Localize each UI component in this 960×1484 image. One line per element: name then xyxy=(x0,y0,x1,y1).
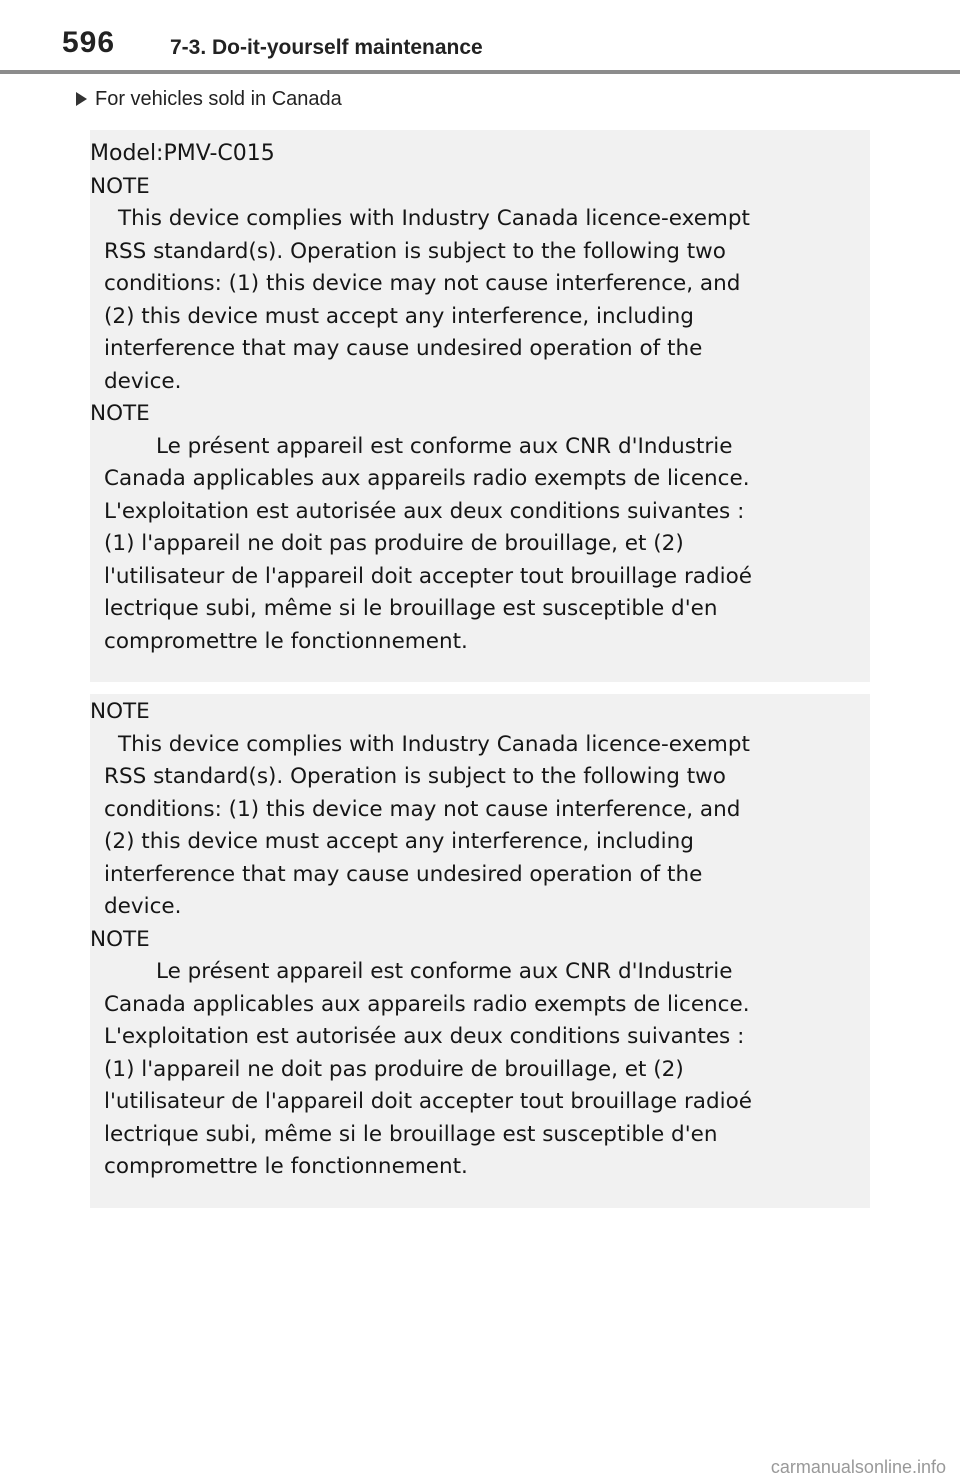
text-line: RSS standard(s). Operation is subject to the following two xyxy=(104,238,726,264)
text-line: Le présent appareil est conforme aux CNR d'Industrie xyxy=(156,433,733,459)
note-text-fr xyxy=(90,431,870,659)
note-heading-en: NOTE xyxy=(90,173,150,199)
text-line: compromettre le fonctionnement. xyxy=(104,628,468,654)
page-header xyxy=(0,0,960,76)
note-heading-fr: NOTE xyxy=(90,401,150,426)
subheading-text: For vehicles sold in Canada xyxy=(95,88,342,110)
text-line: (2) this device must accept any interference, including xyxy=(104,303,694,329)
text-line: (1) l'appareil ne doit pas produire de brouillage, et (2) xyxy=(104,1056,684,1082)
page-number: 596 xyxy=(62,26,116,59)
certification-label-2 xyxy=(90,694,870,1208)
watermark: carmanualsonline.info xyxy=(770,1457,946,1477)
text-line: lectrique subi, même si le brouillage est susceptible d'en xyxy=(104,1121,718,1147)
text-line: conditions: (1) this device may not cause interference, and xyxy=(104,271,741,296)
text-line: device. xyxy=(104,368,182,394)
text-line: device. xyxy=(104,894,182,919)
text-line: l'utilisateur de l'appareil doit accepter tout brouillage radioé xyxy=(104,563,752,589)
text-line: (2) this device must accept any interference, including xyxy=(104,829,694,854)
triangle-bullet-icon xyxy=(76,92,87,106)
note-heading-fr: NOTE xyxy=(90,926,150,952)
section-title: 7-3. Do-it-yourself maintenance xyxy=(170,36,483,59)
text-line: RSS standard(s). Operation is subject to the following two xyxy=(104,764,726,789)
text-line: This device complies with Industry Canada licence-exempt xyxy=(118,731,750,757)
note-text-en xyxy=(90,203,870,398)
text-line: Canada applicables aux appareils radio exempts de licence. xyxy=(104,991,750,1017)
text-line: L'exploitation est autorisée aux deux conditions suivantes : xyxy=(104,498,745,524)
certification-label-1 xyxy=(90,130,870,682)
text-line: compromettre le fonctionnement. xyxy=(104,1154,468,1179)
text-line: Le présent appareil est conforme aux CNR d'Industrie xyxy=(156,959,733,984)
header-rule xyxy=(0,70,960,74)
text-line: interference that may cause undesired operation of the xyxy=(104,336,703,361)
note-text-en xyxy=(90,729,870,924)
text-line: This device complies with Industry Canada licence-exempt xyxy=(118,206,750,231)
subheading xyxy=(76,88,342,111)
text-line: conditions: (1) this device may not cause interference, and xyxy=(104,796,741,822)
text-line: interference that may cause undesired operation of the xyxy=(104,861,703,887)
text-line: L'exploitation est autorisée aux deux conditions suivantes : xyxy=(104,1024,745,1049)
text-line: l'utilisateur de l'appareil doit accepter tout brouillage radioé xyxy=(104,1089,752,1114)
text-line: lectrique subi, même si le brouillage est susceptible d'en xyxy=(104,596,718,621)
text-line: (1) l'appareil ne doit pas produire de brouillage, et (2) xyxy=(104,531,684,556)
text-line: Canada applicables aux appareils radio exempts de licence. xyxy=(104,466,750,491)
model-number: Model:PMV-C015 xyxy=(90,141,275,166)
note-heading-en: NOTE xyxy=(90,699,150,724)
note-text-fr xyxy=(90,956,870,1184)
